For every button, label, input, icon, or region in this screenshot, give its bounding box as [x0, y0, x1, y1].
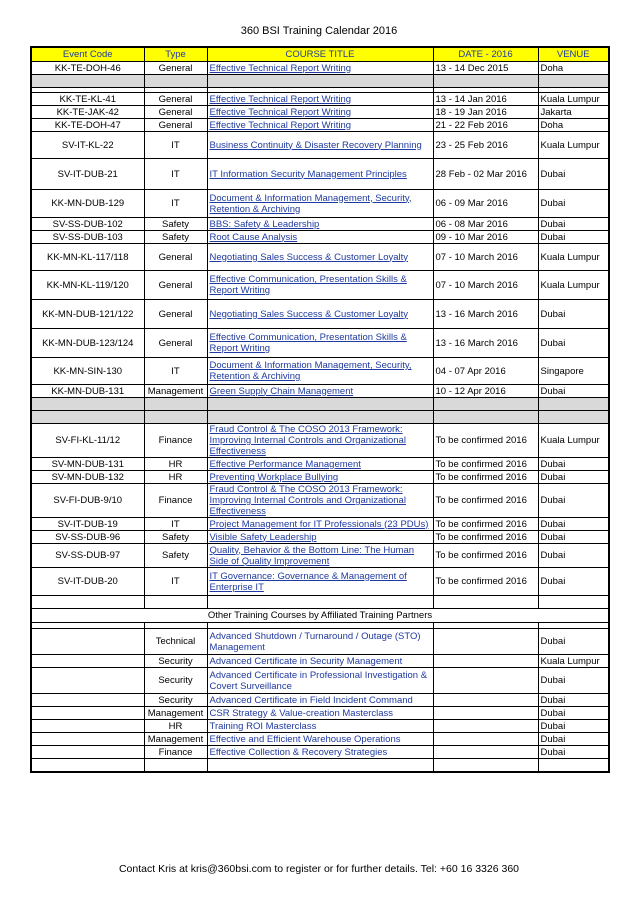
- course-type: IT: [144, 568, 207, 596]
- course-venue: Dubai: [538, 471, 609, 484]
- course-venue: Dubai: [538, 329, 609, 358]
- course-title-link[interactable]: IT Information Security Management Principles: [207, 159, 433, 190]
- course-date: 13 - 14 Dec 2015: [433, 62, 538, 75]
- table-row: [31, 244, 609, 271]
- table-row: [31, 329, 609, 358]
- course-type: IT: [144, 518, 207, 531]
- course-venue: Dubai: [538, 385, 609, 398]
- course-date: 28 Feb - 02 Mar 2016: [433, 159, 538, 190]
- course-venue: Kuala Lumpur: [538, 655, 609, 668]
- blank-row: [31, 411, 609, 424]
- event-code: KK-MN-DUB-129: [31, 190, 144, 218]
- event-code: SV-SS-DUB-97: [31, 544, 144, 568]
- partner-row: [31, 720, 609, 733]
- course-venue: Dubai: [538, 518, 609, 531]
- course-type: IT: [144, 132, 207, 159]
- table-row: [31, 300, 609, 329]
- course-date: To be confirmed 2016: [433, 471, 538, 484]
- course-title-link[interactable]: Green Supply Chain Management: [207, 385, 433, 398]
- event-code: KK-TE-JAK-42: [31, 106, 144, 119]
- header-date: DATE - 2016: [433, 47, 538, 62]
- course-title-link[interactable]: Effective Technical Report Writing: [207, 93, 433, 106]
- header-row: [31, 47, 609, 62]
- table-row: [31, 231, 609, 244]
- course-venue: Dubai: [538, 531, 609, 544]
- course-venue: Dubai: [538, 218, 609, 231]
- course-venue: Kuala Lumpur: [538, 244, 609, 271]
- course-venue: Dubai: [538, 629, 609, 655]
- table-row: [31, 271, 609, 300]
- event-code: KK-MN-KL-117/118: [31, 244, 144, 271]
- course-title-link[interactable]: Document & Information Management, Security, Retention & Archiving: [207, 190, 433, 218]
- table-row: [31, 218, 609, 231]
- event-code: KK-MN-DUB-121/122: [31, 300, 144, 329]
- course-date: 06 - 09 Mar 2016: [433, 190, 538, 218]
- partner-row: [31, 694, 609, 707]
- table-row: [31, 93, 609, 106]
- course-date: To be confirmed 2016: [433, 568, 538, 596]
- course-type: IT: [144, 190, 207, 218]
- course-type: General: [144, 244, 207, 271]
- course-type: Management: [144, 707, 207, 720]
- event-code: KK-MN-DUB-131: [31, 385, 144, 398]
- course-type: HR: [144, 458, 207, 471]
- course-venue: Doha: [538, 119, 609, 132]
- course-date: 13 - 16 March 2016: [433, 329, 538, 358]
- header-type: Type: [144, 47, 207, 62]
- course-type: Finance: [144, 484, 207, 518]
- table-row: [31, 471, 609, 484]
- course-type: Safety: [144, 231, 207, 244]
- header-course-title: COURSE TITLE: [207, 47, 433, 62]
- course-title-link[interactable]: Advanced Certificate in Security Management: [207, 655, 433, 668]
- course-date: 09 - 10 Mar 2016: [433, 231, 538, 244]
- partner-row: [31, 733, 609, 746]
- course-venue: Dubai: [538, 733, 609, 746]
- course-venue: Dubai: [538, 694, 609, 707]
- course-title-link[interactable]: Advanced Shutdown / Turnaround / Outage (STO) Management: [207, 629, 433, 655]
- course-type: General: [144, 62, 207, 75]
- event-code: SV-SS-DUB-103: [31, 231, 144, 244]
- course-type: HR: [144, 720, 207, 733]
- course-venue: Dubai: [538, 159, 609, 190]
- course-venue: Kuala Lumpur: [538, 132, 609, 159]
- training-calendar-table: [30, 46, 610, 773]
- course-title-link[interactable]: Advanced Certificate in Field Incident Command: [207, 694, 433, 707]
- blank-row: [31, 398, 609, 411]
- page-title: 360 BSI Training Calendar 2016: [240, 25, 398, 37]
- contact-footer: Contact Kris at kris@360bsi.com to register or for further details. Tel: +60 16 3326 360: [118, 863, 520, 875]
- course-venue: Dubai: [538, 458, 609, 471]
- course-type: Safety: [144, 218, 207, 231]
- table-row: [31, 458, 609, 471]
- course-venue: Kuala Lumpur: [538, 93, 609, 106]
- table-row: [31, 484, 609, 518]
- course-venue: Dubai: [538, 720, 609, 733]
- course-type: General: [144, 106, 207, 119]
- course-title-link[interactable]: Fraud Control & The COSO 2013 Framework: Improving Internal Controls and Organizational Effectiveness: [207, 484, 433, 518]
- course-title-link[interactable]: Training ROI Masterclass: [207, 720, 433, 733]
- table-row: [31, 531, 609, 544]
- course-date: To be confirmed 2016: [433, 544, 538, 568]
- course-date: To be confirmed 2016: [433, 458, 538, 471]
- course-venue: Jakarta: [538, 106, 609, 119]
- event-code: KK-TE-DOH-47: [31, 119, 144, 132]
- course-venue: Dubai: [538, 746, 609, 759]
- course-title-link[interactable]: Effective Collection & Recovery Strategies: [207, 746, 433, 759]
- course-date: 13 - 14 Jan 2016: [433, 93, 538, 106]
- course-venue: Dubai: [538, 668, 609, 694]
- section-title: Other Training Courses by Affiliated Training Partners: [31, 609, 609, 623]
- section-header-row: [31, 609, 609, 623]
- course-date: To be confirmed 2016: [433, 484, 538, 518]
- course-title-link[interactable]: Effective and Efficient Warehouse Operations: [207, 733, 433, 746]
- table-row: [31, 358, 609, 385]
- course-title-link[interactable]: Document & Information Management, Security, Retention & Archiving: [207, 358, 433, 385]
- course-title-link[interactable]: Effective Technical Report Writing: [207, 62, 433, 75]
- table-row: [31, 385, 609, 398]
- course-type: HR: [144, 471, 207, 484]
- partner-row: [31, 668, 609, 694]
- course-date: 10 - 12 Apr 2016: [433, 385, 538, 398]
- course-type: Finance: [144, 424, 207, 458]
- course-date: 23 - 25 Feb 2016: [433, 132, 538, 159]
- course-type: Safety: [144, 544, 207, 568]
- course-type: Security: [144, 668, 207, 694]
- course-title-link[interactable]: Effective Technical Report Writing: [207, 106, 433, 119]
- course-date: 18 - 19 Jan 2016: [433, 106, 538, 119]
- course-type: Management: [144, 733, 207, 746]
- course-type: IT: [144, 358, 207, 385]
- event-code: SV-FI-DUB-9/10: [31, 484, 144, 518]
- course-venue: Dubai: [538, 707, 609, 720]
- course-venue: Singapore: [538, 358, 609, 385]
- partner-row: [31, 629, 609, 655]
- course-title-link[interactable]: BBS: Safety & Leadership: [207, 218, 433, 231]
- header-venue: VENUE: [538, 47, 609, 62]
- course-venue: Kuala Lumpur: [538, 424, 609, 458]
- event-code: KK-TE-KL-41: [31, 93, 144, 106]
- course-date: 04 - 07 Apr 2016: [433, 358, 538, 385]
- course-venue: Dubai: [538, 300, 609, 329]
- course-title-link[interactable]: Business Continuity & Disaster Recovery Planning: [207, 132, 433, 159]
- event-code: KK-MN-SIN-130: [31, 358, 144, 385]
- course-date: To be confirmed 2016: [433, 424, 538, 458]
- blank-row: [31, 75, 609, 88]
- course-date: 21 - 22 Feb 2016: [433, 119, 538, 132]
- course-title-link[interactable]: Project Management for IT Professionals (23 PDUs): [207, 518, 433, 531]
- course-title-link[interactable]: Quality, Behavior & the Bottom Line: The Human Side of Quality Improvement: [207, 544, 433, 568]
- course-type: Security: [144, 694, 207, 707]
- course-title-link[interactable]: Effective Communication, Presentation Skills & Report Writing: [207, 329, 433, 358]
- course-title-link[interactable]: IT Governance: Governance & Management of Enterprise IT: [207, 568, 433, 596]
- table-row: [31, 106, 609, 119]
- header-event-code: Event Code: [31, 47, 144, 62]
- course-date: To be confirmed 2016: [433, 518, 538, 531]
- course-date: 13 - 16 March 2016: [433, 300, 538, 329]
- table-row: [31, 424, 609, 458]
- event-code: SV-IT-KL-22: [31, 132, 144, 159]
- course-title-link[interactable]: Fraud Control & The COSO 2013 Framework: Improving Internal Controls and Organizational Effectiveness: [207, 424, 433, 458]
- event-code: SV-MN-DUB-131: [31, 458, 144, 471]
- course-type: General: [144, 93, 207, 106]
- course-title-link[interactable]: Negotiating Sales Success & Customer Loyalty: [207, 244, 433, 271]
- course-venue: Kuala Lumpur: [538, 271, 609, 300]
- course-title-link[interactable]: Negotiating Sales Success & Customer Loyalty: [207, 300, 433, 329]
- course-type: Management: [144, 385, 207, 398]
- table-row: [31, 568, 609, 596]
- course-venue: Dubai: [538, 544, 609, 568]
- course-date: 07 - 10 March 2016: [433, 244, 538, 271]
- table-row: [31, 190, 609, 218]
- event-code: SV-SS-DUB-102: [31, 218, 144, 231]
- event-code: SV-IT-DUB-20: [31, 568, 144, 596]
- course-venue: Dubai: [538, 484, 609, 518]
- partner-row: [31, 655, 609, 668]
- event-code: KK-TE-DOH-46: [31, 62, 144, 75]
- event-code: SV-SS-DUB-96: [31, 531, 144, 544]
- table-row: [31, 544, 609, 568]
- course-date: 07 - 10 March 2016: [433, 271, 538, 300]
- course-title-link[interactable]: Effective Performance Management: [207, 458, 433, 471]
- course-venue: Dubai: [538, 568, 609, 596]
- partner-row: [31, 746, 609, 759]
- course-title-link[interactable]: Visible Safety Leadership: [207, 531, 433, 544]
- course-date: 06 - 08 Mar 2016: [433, 218, 538, 231]
- event-code: SV-IT-DUB-21: [31, 159, 144, 190]
- course-type: Safety: [144, 531, 207, 544]
- table-row: [31, 159, 609, 190]
- course-type: General: [144, 329, 207, 358]
- table-row: [31, 119, 609, 132]
- course-venue: Dubai: [538, 231, 609, 244]
- table-row: [31, 132, 609, 159]
- course-type: Finance: [144, 746, 207, 759]
- event-code: SV-IT-DUB-19: [31, 518, 144, 531]
- course-title-link[interactable]: Effective Communication, Presentation Skills & Report Writing: [207, 271, 433, 300]
- course-title-link[interactable]: Root Cause Analysis: [207, 231, 433, 244]
- event-code: KK-MN-KL-119/120: [31, 271, 144, 300]
- blank-row: [31, 596, 609, 609]
- event-code: SV-FI-KL-11/12: [31, 424, 144, 458]
- course-title-link[interactable]: CSR Strategy & Value-creation Masterclass: [207, 707, 433, 720]
- partner-row: [31, 707, 609, 720]
- course-type: Technical: [144, 629, 207, 655]
- course-type: Security: [144, 655, 207, 668]
- course-title-link[interactable]: Advanced Certificate in Professional Investigation & Covert Surveillance: [207, 668, 433, 694]
- event-code: SV-MN-DUB-132: [31, 471, 144, 484]
- course-venue: Dubai: [538, 190, 609, 218]
- table-row: [31, 518, 609, 531]
- event-code: KK-MN-DUB-123/124: [31, 329, 144, 358]
- course-type: IT: [144, 159, 207, 190]
- course-type: General: [144, 271, 207, 300]
- course-date: To be confirmed 2016: [433, 531, 538, 544]
- course-title-link[interactable]: Effective Technical Report Writing: [207, 119, 433, 132]
- table-row: [31, 62, 609, 75]
- blank-row: [31, 759, 609, 772]
- course-type: General: [144, 300, 207, 329]
- course-title-link[interactable]: Preventing Workplace Bullying: [207, 471, 433, 484]
- course-venue: Doha: [538, 62, 609, 75]
- course-type: General: [144, 119, 207, 132]
